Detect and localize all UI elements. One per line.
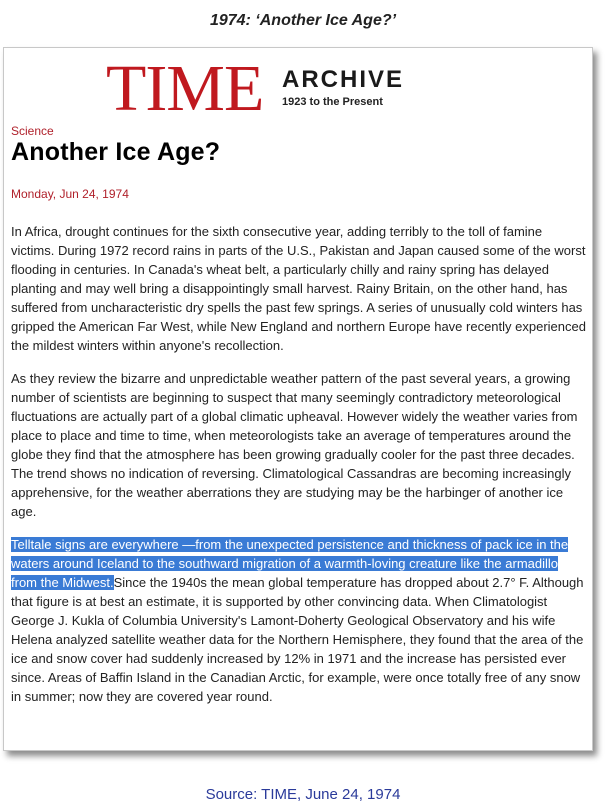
article-body (11, 222, 586, 720)
page-caption: 1974: ‘Another Ice Age?’ (209, 12, 397, 29)
archive-subtitle: 1923 to the Present (282, 96, 383, 108)
paragraph-1: In Africa, drought continues for the sixth consecutive year, adding terribly to the toll of famine victims. During 1972 record rains in parts of the U.S., Pakistan and Japan caused some of the worst flooding in centuries. In Canada's wheat belt, a particularly chilly and rainy spring has delayed planting and may well bring a disappointingly small harvest. Rainy Britain, on the other hand, has suffered from uncharacteristic dry spells the past few springs. A series of unusually cold winters has gripped the American Far West, while New England and northern Europe have recently experienced the mildest winters within anyone's recollection. (11, 224, 586, 353)
paragraph-3 (11, 535, 586, 706)
article-date: Monday, Jun 24, 1974 (11, 187, 129, 201)
source-caption: Source: TIME, June 24, 1974 (205, 786, 401, 803)
paragraph-2: As they review the bizarre and unpredictable weather pattern of the past several years, a growing number of scientists are beginning to suspect that many seemingly contradictory meteorological fluctuations are actually part of a global climatic upheaval. However widely the weather varies from place to place and time to time, when meteorologists take an average of temperatures around the globe they find that the atmosphere has been growing gradually cooler for the past three decades. The trend shows no indication of reversing. Climatological Cassandras are becoming increasingly apprehensive, for the weather aberrations they are studying may be the harbinger of another ice age. (11, 371, 578, 519)
section-link[interactable]: Science (11, 124, 54, 138)
article-card (3, 47, 593, 751)
article-title: Another Ice Age? (11, 138, 221, 166)
archive-label: ARCHIVE (282, 66, 405, 93)
time-logo-text: TIME (106, 52, 264, 125)
highlighted-selection[interactable]: Telltale signs are everywhere —from the unexpected persistence and thickness of pack ice in the waters around Iceland to the southward migration of a warmth-loving creature like the armadillo from the Midwest. (11, 537, 569, 590)
paragraph-3-rest: Since the 1940s the mean global temperature has dropped about 2.7° F. Although that figure is at best an estimate, it is supported by other convincing data. When Climatologist George J. Kukla of Columbia University's Lamont-Doherty Geological Observatory and his wife Helena analyzed satellite weather data for the Northern Hemisphere, they found that the area of the ice and snow cover had suddenly increased by 12% in 1971 and the increase has persisted ever since. Areas of Baffin Island in the Canadian Arctic, for example, were once totally free of any snow in summer; now they are covered year round. (11, 575, 584, 704)
time-archive-logo (106, 52, 436, 125)
